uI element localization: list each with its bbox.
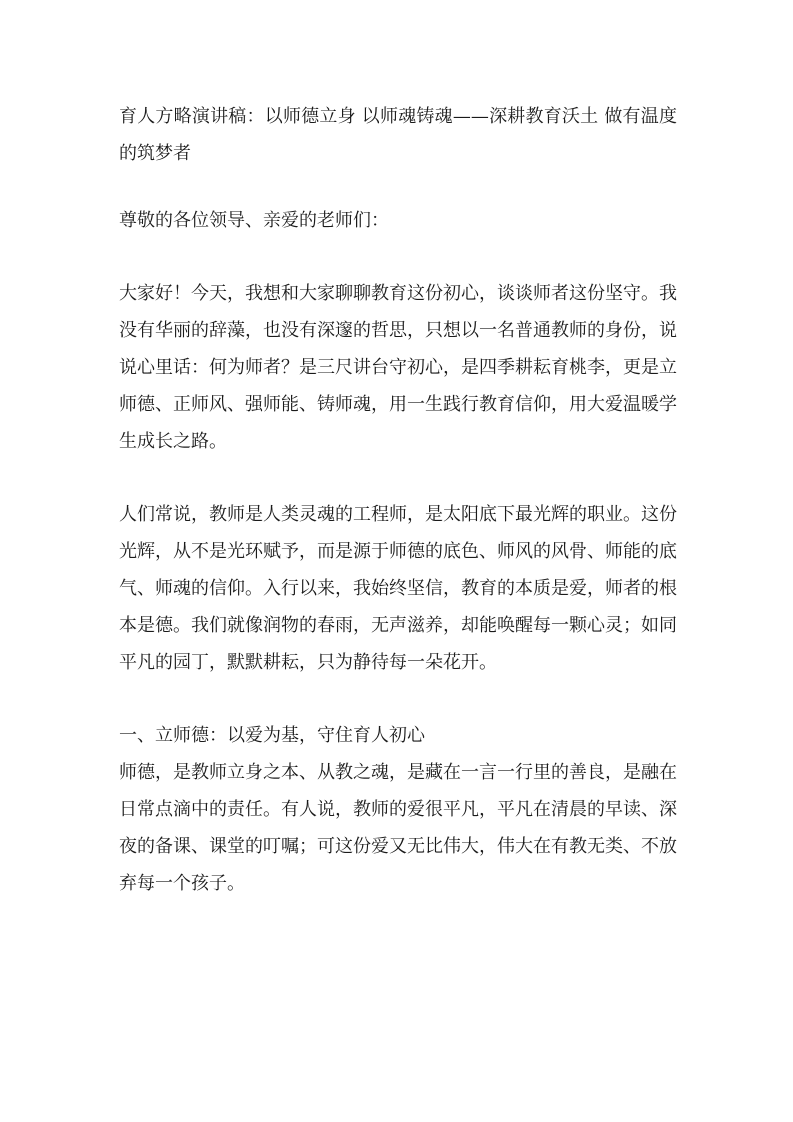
- paragraph-teacher-glory: 人们常说，教师是人类灵魂的工程师，是太阳底下最光辉的职业。这份光辉，从不是光环赋予，而是源于师德的底色、师风的风骨、师能的底气、师魂的信仰。入行以来，我始终坚信，教育的本质是爱，师者的根本是德。我们就像润物的春雨，无声滋养，却能唤醒每一颗心灵；如同平凡的园丁，默默耕耘，只为静待每一朵花开。: [119, 504, 677, 673]
- salutation: 尊敬的各位领导、亲爱的老师们：: [119, 210, 389, 231]
- paragraph-intro: 大家好！今天，我想和大家聊聊教育这份初心，谈谈师者这份坚守。我没有华丽的辞藻，也没有深邃的哲思，只想以一名普通教师的身份，说说心里话：何为师者？是三尺讲台守初心，是四季耕耘育桃李，更是立师德、正师风、强师能、铸师魂，用一生践行教育信仰，用大爱温暖学生成长之路。: [119, 283, 677, 452]
- section-heading: 一、立师德：以爱为基，守住育人初心: [119, 725, 425, 746]
- section-paragraph: 师德，是教师立身之本、从教之魂，是藏在一言一行里的善良，是融在日常点滴中的责任。有人说，教师的爱很平凡，平凡在清晨的早读、深夜的备课、课堂的叮嘱；可这份爱又无比伟大，伟大在有教无类、不放弃每一个孩子。: [119, 762, 677, 894]
- document-body: [119, 98, 677, 902]
- document-title: 育人方略演讲稿：以师德立身 以师魂铸魂——深耕教育沃土 做有温度的筑梦者: [119, 106, 677, 164]
